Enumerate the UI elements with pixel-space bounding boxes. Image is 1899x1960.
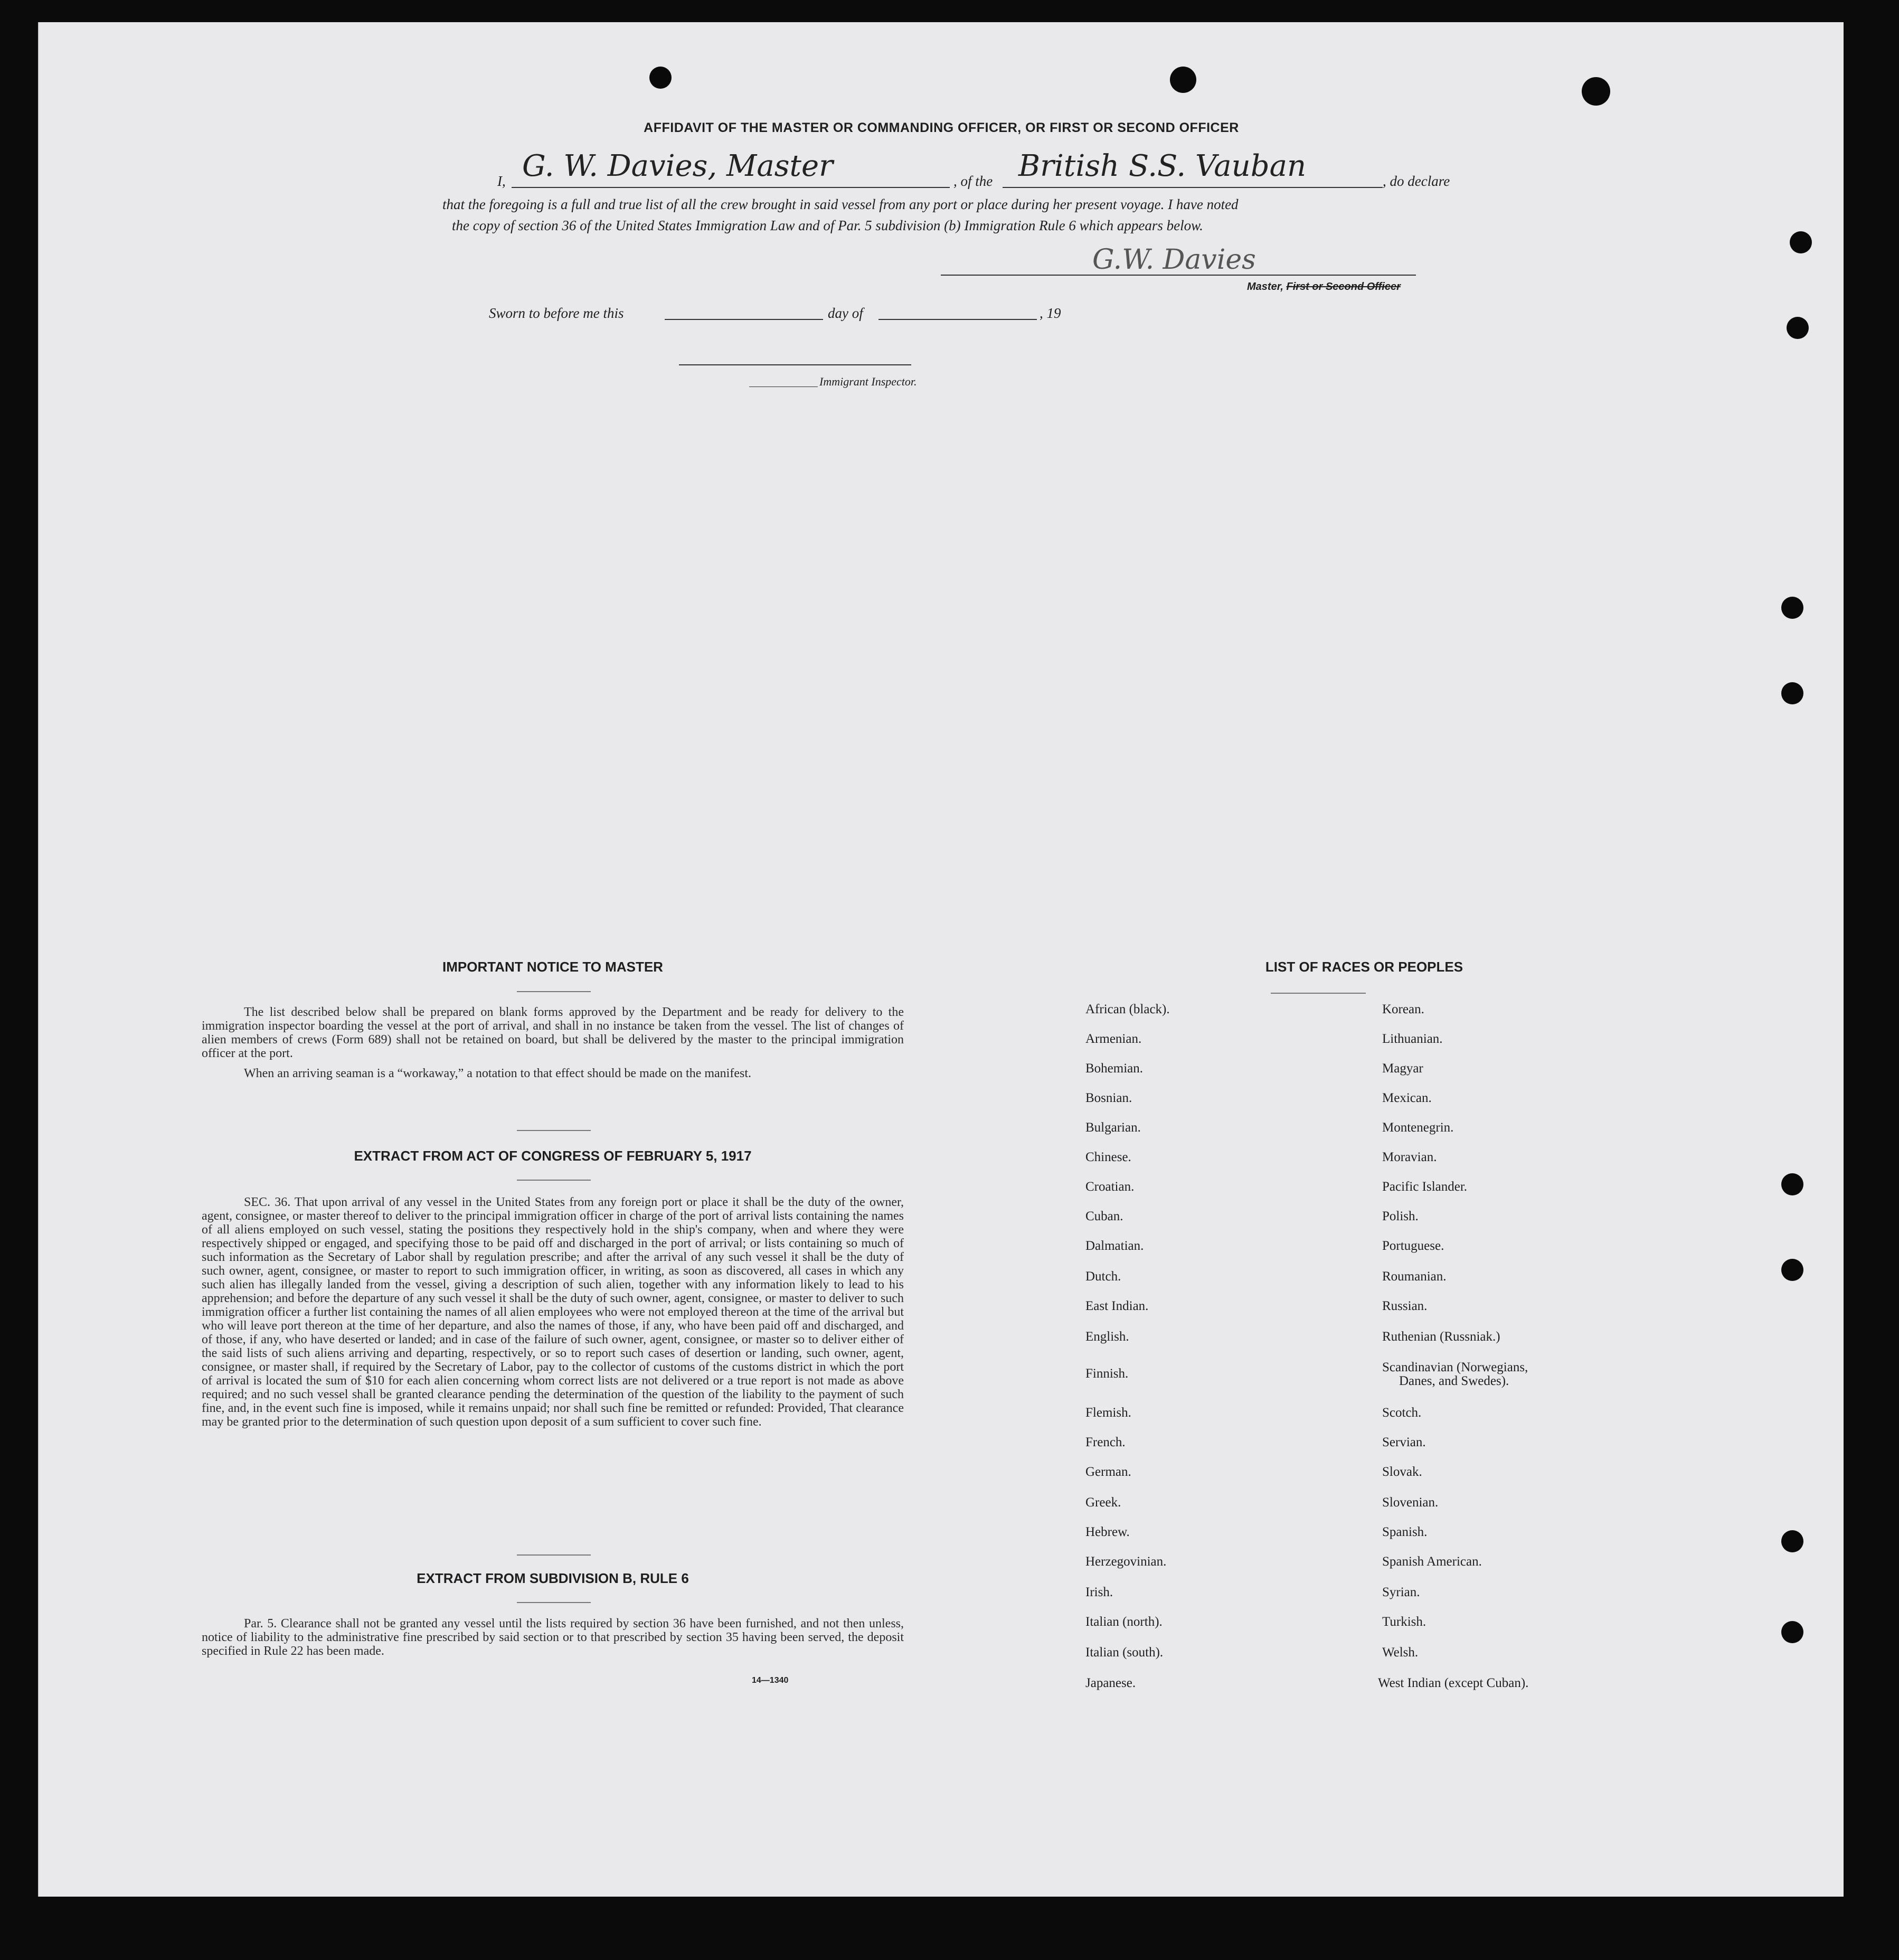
- race-item: Finnish.: [1085, 1367, 1129, 1381]
- race-item: Armenian.: [1085, 1032, 1142, 1046]
- race-item: Turkish.: [1382, 1615, 1426, 1629]
- race-item: Chinese.: [1085, 1150, 1131, 1164]
- race-item: Moravian.: [1382, 1150, 1437, 1164]
- affidavit-title: AFFIDAVIT OF THE MASTER OR COMMANDING OFFICER, OR FIRST OR SECOND OFFICER: [644, 120, 1239, 135]
- race-item: French.: [1085, 1435, 1126, 1449]
- race-item: Slovenian.: [1382, 1495, 1439, 1510]
- punch-hole: [1170, 67, 1196, 93]
- race-item: Mexican.: [1382, 1091, 1432, 1105]
- affidavit-i-prefix: I,: [497, 173, 506, 189]
- race-item: Ruthenian (Russniak.): [1382, 1330, 1500, 1344]
- notice-paragraph-2: When an arriving seaman is a “workaway,” a notation to that effect should be made on the manifest.: [244, 1067, 751, 1080]
- race-item: Portuguese.: [1382, 1239, 1444, 1253]
- race-item: Slovak.: [1382, 1465, 1422, 1479]
- race-item: Russian.: [1382, 1299, 1428, 1313]
- signer-title-master: Master,: [1247, 281, 1283, 293]
- race-item: Bohemian.: [1085, 1061, 1144, 1076]
- race-item: East Indian.: [1085, 1299, 1149, 1313]
- race-item: Scotch.: [1382, 1406, 1422, 1420]
- race-item: Cuban.: [1085, 1209, 1123, 1223]
- manifest-page: [38, 22, 1844, 1897]
- rule6-rule-2: [517, 1602, 591, 1603]
- race-item: Italian (south).: [1085, 1645, 1164, 1660]
- race-item: Italian (north).: [1085, 1615, 1163, 1629]
- race-item: Korean.: [1382, 1002, 1424, 1016]
- race-item: Syrian.: [1382, 1585, 1420, 1599]
- rule6-body: [202, 1617, 904, 1658]
- notice-title: IMPORTANT NOTICE TO MASTER: [442, 959, 663, 975]
- punch-hole: [1781, 1621, 1803, 1643]
- act-paragraph: SEC. 36. That upon arrival of any vessel in the United States from any foreign port or place it shall be the duty of the owner, agent, consignee, or master thereof to deliver to the principal immigration officer in charge of the port of arrival lists containing the names of all aliens employed on such vessel, stating the positions they respectively hold in the ship's company, when and where they were respectively shipped or engaged, and specifying those to be paid off and discharged in the port of arrival; or lists containing so much of such information as the Secretary of Labor shall by regulation prescribe; and after the arrival of any such vessel it shall be the duty of such owner, agent, consignee, or master to report to such immigration officer, in writing, as soon as discovered, all cases in which any such alien has illegally landed from the vessel, giving a description of such alien, together with any information likely to lead to his apprehension; and before the departure of any such vessel it shall be the duty of such owner, agent, consignee, or master to deliver to such immigration officer a further list containing the names of all alien employees who were not employed thereon at the time of the arrival but who will leave port thereon at the time of her departure, and also the names of those, if any, who have been paid off and discharged, and of those, if any, who have deserted or landed; and in case of the failure of such owner, agent, consignee, or master so to deliver either of the said lists of such aliens arriving and departing, respectively, or so to report such cases of desertion or landing, such owner, agent, consignee, or master shall, if required by the Secretary of Labor, pay to the collector of customs of the customs district in which the port of arrival is located the sum of $10 for each alien concerning whom correct lists are not delivered or a true report is not made as above required; and no such vessel shall be granted clearance pending the determination of the question of the liability to the payment of such fine, and, in the event such fine is imposed, while it remains unpaid; nor shall such fine be remitted or refunded: Provided, That clearance may be granted prior to the determination of such question upon deposit of a sum sufficient to cover such fine.: [202, 1195, 904, 1429]
- notice-paragraph-1: The list described below shall be prepared on blank forms approved by the Department and be ready for delivery to the immigration inspector boarding the vessel at the port of arrival, and shall in no instance be taken from the vessel. The list of changes of alien members of crews (Form 689) shall not be retained on board, but shall be delivered by the master to the principal immigration officer at the port.: [202, 1005, 904, 1060]
- race-item: Spanish American.: [1382, 1554, 1482, 1569]
- race-item: Croatian.: [1085, 1180, 1135, 1194]
- race-item: Spanish.: [1382, 1525, 1428, 1539]
- form-number: 14—1340: [752, 1676, 789, 1685]
- inspector-label: Immigrant Inspector.: [819, 375, 917, 388]
- race-item: Dalmatian.: [1085, 1239, 1144, 1253]
- signer-title: [1247, 281, 1401, 293]
- race-item: Montenegrin.: [1382, 1120, 1454, 1135]
- affidavit-do-declare: , do declare: [1383, 173, 1450, 189]
- race-item: Lithuanian.: [1382, 1032, 1443, 1046]
- rule6-paragraph: Par. 5. Clearance shall not be granted any vessel until the lists required by section 36 have been furnished, and not then unless, notice of liability to the administrative fine prescribed by said section or to that prescribed by section 35 having been served, the deposit specified in Rule 22 has been made.: [202, 1617, 904, 1658]
- race-item: Welsh.: [1382, 1645, 1419, 1660]
- affidavit-line3: the copy of section 36 of the United States Immigration Law and of Par. 5 subdivision (b) Immigration Rule 6 which appears below.: [452, 218, 1203, 233]
- races-rule: [1271, 993, 1366, 994]
- inspector-signature-line: [679, 364, 911, 365]
- race-item: Roumanian.: [1382, 1269, 1447, 1284]
- act-title: EXTRACT FROM ACT OF CONGRESS OF FEBRUARY 5, 1917: [354, 1148, 752, 1164]
- affidavit-of-the: , of the: [953, 173, 993, 189]
- rule6-title: EXTRACT FROM SUBDIVISION B, RULE 6: [417, 1570, 689, 1586]
- sworn-year: , 19: [1040, 305, 1061, 321]
- race-item: Bosnian.: [1085, 1091, 1132, 1105]
- notice-body: [202, 1005, 904, 1080]
- race-item: German.: [1085, 1465, 1131, 1479]
- punch-hole: [1781, 1259, 1803, 1281]
- punch-hole: [1781, 1173, 1803, 1195]
- race-item: Hebrew.: [1085, 1525, 1130, 1539]
- punch-hole: [1781, 682, 1803, 704]
- race-item: English.: [1085, 1330, 1129, 1344]
- race-item: Pacific Islander.: [1382, 1180, 1468, 1194]
- race-item: African (black).: [1085, 1002, 1170, 1016]
- vessel-name-handwritten: British S.S. Vauban: [1018, 149, 1307, 183]
- punch-hole: [1787, 317, 1809, 339]
- race-item: Magyar: [1382, 1061, 1423, 1076]
- punch-hole: [1781, 597, 1803, 619]
- act-rule: [517, 1130, 591, 1131]
- race-item: Flemish.: [1085, 1406, 1131, 1420]
- punch-hole: [1781, 1530, 1803, 1552]
- punch-hole: [649, 67, 672, 89]
- sworn-label: Sworn to before me this: [489, 305, 624, 321]
- vessel-name-line: [1003, 187, 1383, 188]
- master-signature: G.W. Davies: [1092, 244, 1256, 276]
- punch-hole: [1582, 77, 1610, 106]
- master-name-line: [512, 187, 950, 188]
- notice-rule: [517, 991, 591, 992]
- race-item: Irish.: [1085, 1585, 1113, 1599]
- sworn-day-line: [665, 319, 823, 320]
- sworn-month-line: [878, 319, 1037, 320]
- race-item: Polish.: [1382, 1209, 1419, 1223]
- master-name-handwritten: G. W. Davies, Master: [522, 149, 833, 183]
- punch-hole: [1790, 231, 1812, 253]
- race-item: Dutch.: [1085, 1269, 1121, 1284]
- signer-title-struck: First or Second Officer: [1286, 281, 1401, 293]
- act-rule-2: [517, 1180, 591, 1181]
- rule6-rule: [517, 1554, 591, 1556]
- race-item: Greek.: [1085, 1495, 1121, 1510]
- race-item: Bulgarian.: [1085, 1120, 1141, 1135]
- affidavit-line2: that the foregoing is a full and true list of all the crew brought in said vessel from any port or place during her present voyage. I have noted: [442, 196, 1239, 212]
- race-item: Scandinavian (Norwegians,: [1382, 1360, 1528, 1374]
- race-item: Servian.: [1382, 1435, 1426, 1449]
- race-item: Danes, and Swedes).: [1399, 1374, 1509, 1388]
- race-item: West Indian (except Cuban).: [1378, 1676, 1529, 1690]
- act-body: [202, 1195, 904, 1429]
- race-item: Japanese.: [1085, 1676, 1136, 1690]
- races-title: LIST OF RACES OR PEOPLES: [1265, 959, 1463, 975]
- race-item: Herzegovinian.: [1085, 1554, 1167, 1569]
- sworn-day-of: day of: [828, 305, 863, 321]
